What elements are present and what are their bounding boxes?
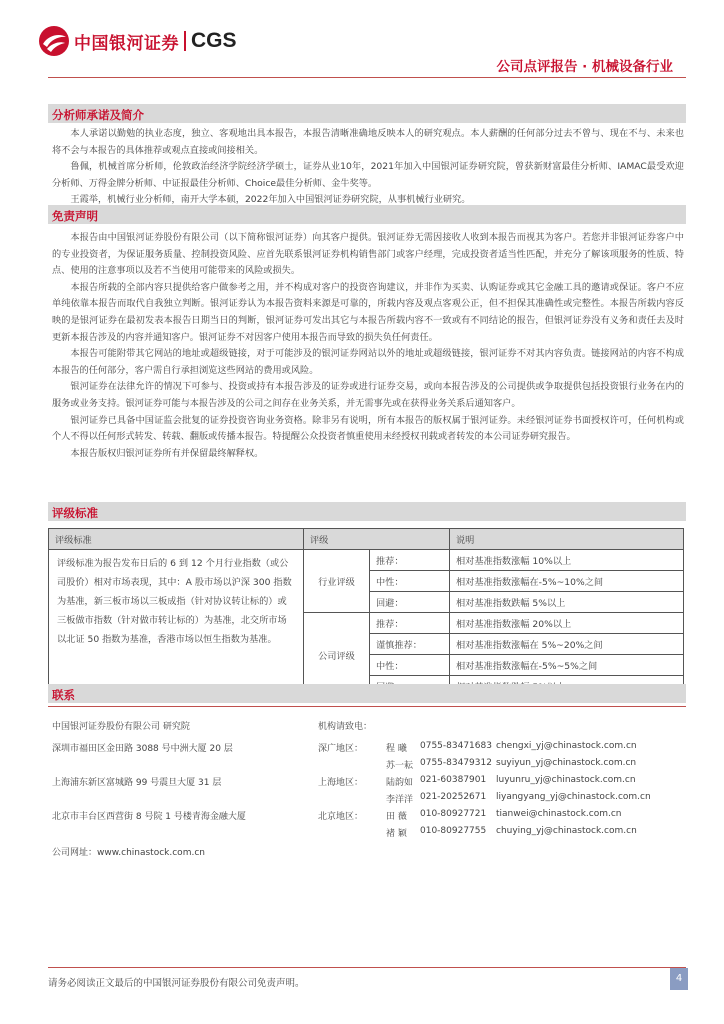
contact-name: 程 曦: [386, 744, 407, 754]
rating-standard-description: 评级标准为报告发布日后的 6 到 12 个月行业指数（或公司股价）相对市场表现，其中：A 股市场以沪深 300 指数为基准，新三板市场以三板成指（针对协议转让标的）或三板做市指数（针对做市转让标的）为基准，北交所市场以北证 50 指数为基准，香港市场以恒生指数为基准。: [49, 550, 304, 697]
section-rating: [48, 502, 686, 521]
contact-email[interactable]: suyiyun_yj@chinastock.com.cn: [496, 758, 637, 768]
contact-email[interactable]: tianwei@chinastock.com.cn: [496, 809, 622, 819]
address-shanghai: 上海浦东新区富城路 99 号震旦大厦 31 层: [52, 778, 222, 788]
section-disclaimer: [48, 205, 686, 224]
brand-logo: [38, 24, 237, 58]
footer-divider: [48, 967, 686, 968]
rating-desc: 相对基准指数涨幅在 5%~20%之间: [450, 634, 684, 655]
contact-email[interactable]: chuying_yj@chinastock.com.cn: [496, 826, 637, 836]
contact-header: 机构请致电：: [318, 722, 373, 732]
contact-phone: 021-20252671: [420, 792, 487, 802]
section-title: 联系: [52, 688, 75, 702]
rating-desc: 相对基准指数涨幅 10%以上: [450, 550, 684, 571]
rating-name: 回避：: [370, 592, 450, 613]
analyst-text: [52, 126, 684, 209]
address-shenzhen: 深圳市福田区金田路 3088 号中洲大厦 20 层: [52, 744, 233, 754]
galaxy-logo-icon: [38, 25, 70, 57]
section-title: 分析师承诺及简介: [52, 108, 144, 122]
disclaimer-text: [52, 230, 684, 462]
contact-email[interactable]: liyangyang_yj@chinastock.com.cn: [496, 792, 651, 802]
paragraph: 本报告由中国银河证券股份有限公司（以下简称银河证券）向其客户提供。银河证券无需因接收人收到本报告而视其为客户。若您并非银河证券客户中的专业投资者，为保证服务质量、控制投资风险、应首先联系银河证券机构销售部门或客户经理，完成投资者适当性匹配，并充分了解该项服务的性质、特点、使用的注意事项以及若不当使用可能带来的风险或损失。: [52, 232, 684, 277]
contact-name: 田 薇: [386, 812, 407, 822]
address-beijing: 北京市丰台区西营街 8 号院 1 号楼青海金融大厦: [52, 812, 246, 822]
table-header-row: [49, 529, 684, 550]
contact-phone: 021-60387901: [420, 775, 487, 785]
contact-phone: 010-80927721: [420, 809, 487, 819]
brand-name-en: CGS: [191, 29, 237, 52]
rating-desc: 相对基准指数涨幅在-5%~10%之间: [450, 571, 684, 592]
section-analyst: [48, 104, 686, 123]
contact-email[interactable]: luyunru_yj@chinastock.com.cn: [496, 775, 636, 785]
contact-name: 苏一耘: [386, 761, 414, 771]
rating-name: 推荐：: [370, 613, 450, 634]
contact-email[interactable]: chengxi_yj@chinastock.com.cn: [496, 741, 637, 751]
section-title: 评级标准: [52, 506, 98, 520]
company-rating-label: 公司评级: [304, 613, 370, 697]
paragraph: 银河证券在法律允许的情况下可参与、投资或持有本报告涉及的证券或进行证券交易，或向本报告涉及的公司提供或争取提供包括投资银行业务在内的服务或业务支持。银河证券可能与本报告涉及的公司之间存在业务关系，并无需事先或在获得业务关系后通知客户。: [52, 381, 684, 409]
table-header: 评级: [304, 529, 450, 550]
contact-name: 陆韵如: [386, 778, 414, 788]
contact-name: 褚 颖: [386, 829, 407, 839]
rating-name: 推荐：: [370, 550, 450, 571]
page-number: 4: [670, 968, 688, 990]
paragraph: 鲁佩，机械首席分析师，伦敦政治经济学院经济学硕士，证券从业10年，2021年加入中国银河证券研究院，曾获新财富最佳分析师、IAMAC最受欢迎分析师、万得金牌分析师、中证报最佳分析师、Choice最佳分析师、金牛奖等。: [52, 161, 684, 189]
contact-name: 李洋洋: [386, 795, 414, 805]
region-shenzhen: 深广地区：: [318, 744, 364, 754]
brand-name-cn: 中国银河证券: [74, 33, 179, 54]
page-header: [0, 0, 724, 76]
rating-desc: 相对基准指数涨幅 20%以上: [450, 613, 684, 634]
section-title: 免责声明: [52, 209, 98, 223]
rating-desc: 相对基准指数跌幅 5%以上: [450, 592, 684, 613]
region-beijing: 北京地区：: [318, 812, 364, 822]
table-row: [49, 550, 684, 571]
report-title: 公司点评报告 · 机械设备行业: [496, 59, 673, 75]
rating-name: 中性：: [370, 571, 450, 592]
contact-phone: 010-80927755: [420, 826, 487, 836]
company-website[interactable]: 公司网址：www.chinastock.com.cn: [52, 848, 205, 858]
header-divider: [48, 77, 686, 78]
industry-rating-label: 行业评级: [304, 550, 370, 613]
rating-name: 中性：: [370, 655, 450, 676]
paragraph: 本报告所载的全部内容只提供给客户做参考之用，并不构成对客户的投资咨询建议，并非作为买卖、认购证券或其它金融工具的邀请或保证。客户不应单纯依靠本报告而取代自我独立判断。银河证券认为本报告资料来源是可靠的，所载内容及观点客观公正，但不担保其准确性或完整性。本报告所载内容反映的是银河证券在最初发表本报告日期当日的判断，银河证券可发出其它与本报告所载内容不一致或有不同结论的报告，但银河证券没有义务和责任去及时更新本报告涉及的内容并通知客户。银河证券不对因客户使用本报告而导致的损失负任何责任。: [52, 281, 684, 343]
paragraph: 王霞举，机械行业分析师，南开大学本硕，2022年加入中国银河证券研究院，从事机械行业研究。: [70, 194, 471, 206]
footer-disclaimer: 请务必阅读正文最后的中国银河证券股份有限公司免责声明。: [48, 978, 305, 989]
company-name: 中国银河证券股份有限公司 研究院: [52, 722, 190, 732]
table-header: 说明: [450, 529, 684, 550]
contact-divider: [48, 706, 686, 707]
paragraph: 银河证券已具备中国证监会批复的证券投资咨询业务资格。除非另有说明，所有本报告的版权属于银河证券。未经银河证券书面授权许可，任何机构或个人不得以任何形式转发、转载、翻版或传播本报告。特提醒公众投资者慎重使用未经授权刊载或者转发的本公司证券研究报告。: [52, 414, 684, 443]
section-contact: [48, 684, 686, 703]
paragraph: 本报告版权归银河证券所有并保留最终解释权。: [70, 447, 264, 459]
paragraph: 本报告可能附带其它网站的地址或超级链接，对于可能涉及的银河证券网站以外的地址或超级链接，银河证券不对其内容负责。链接网站的内容不构成本报告的任何部分，客户需自行承担浏览这些网站的费用或风险。: [52, 348, 684, 376]
region-shanghai: 上海地区：: [318, 778, 364, 788]
brand-separator: [184, 31, 186, 51]
rating-desc: 相对基准指数涨幅在-5%~5%之间: [450, 655, 684, 676]
table-header: 评级标准: [49, 529, 304, 550]
paragraph: 本人承诺以勤勉的执业态度，独立、客观地出具本报告，本报告清晰准确地反映本人的研究观点。本人薪酬的任何部分过去不曾与、现在不与、未来也将不会与本报告的具体推荐或观点直接或间接相关。: [52, 128, 684, 156]
contact-phone: 0755-83479312: [420, 758, 492, 768]
rating-name: 谨慎推荐：: [370, 634, 450, 655]
rating-table: [48, 528, 684, 697]
contact-phone: 0755-83471683: [420, 741, 492, 751]
